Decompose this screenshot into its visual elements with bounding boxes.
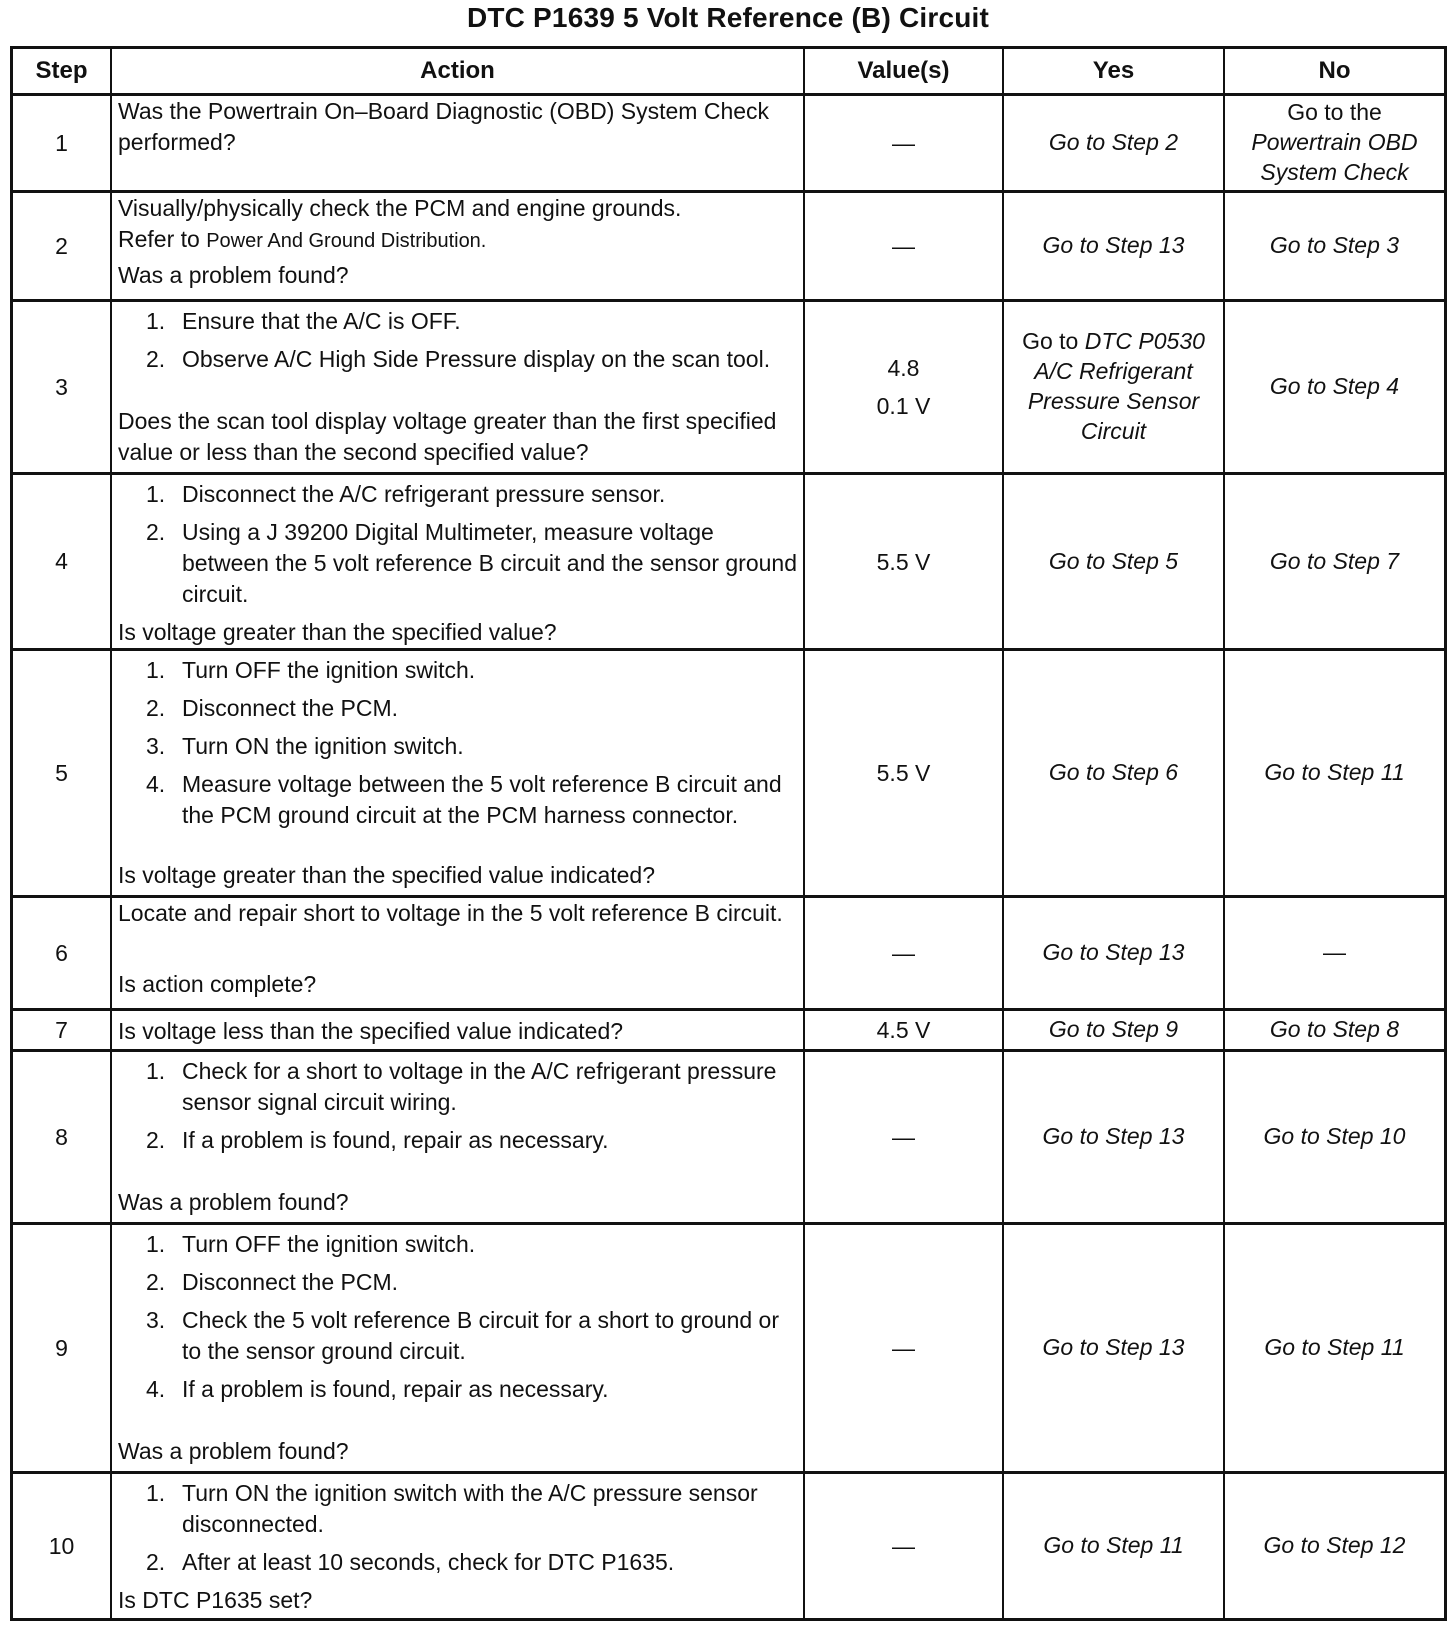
step-number: 10 <box>12 1473 112 1620</box>
header-action: Action <box>111 48 804 95</box>
substep-number: 2. <box>146 346 166 372</box>
substep-text: Observe A/C High Side Pressure display on the scan tool. <box>182 346 771 372</box>
table-body <box>12 95 1446 1620</box>
action-text: Was the Powertrain On–Board Diagnostic (OBD) System Check performed? <box>118 98 770 155</box>
goto-target: Step 2 <box>1111 129 1179 155</box>
value-cell <box>804 897 1003 1010</box>
goto-target: Step 6 <box>1111 759 1179 785</box>
substep-item <box>118 1478 797 1540</box>
goto-target: Step 9 <box>1111 1016 1179 1042</box>
goto-line: Go to Step 13 <box>1042 232 1185 258</box>
substep-number: 2. <box>146 695 166 721</box>
header-row <box>12 48 1446 95</box>
substep-text: Turn ON the ignition switch. <box>182 733 464 759</box>
substep-text: After at least 10 seconds, check for DTC P1635. <box>182 1549 675 1575</box>
substep-text: Using a J 39200 Digital Multimeter, measure voltage between the 5 volt reference B circuit and the sensor ground circuit. <box>182 519 797 607</box>
goto-line: — <box>1323 939 1346 965</box>
goto-target: Step 7 <box>1332 547 1400 574</box>
substep-list <box>118 479 797 610</box>
table-row <box>12 1010 1446 1051</box>
substep-item <box>118 1547 797 1578</box>
goto-line: A/C Refrigerant <box>1034 358 1193 384</box>
yes-cell <box>1003 301 1224 474</box>
table-row <box>12 95 1446 192</box>
reference-link: Power And Ground Distribution. <box>206 230 487 252</box>
action-question: Is voltage greater than the specified value? <box>118 619 557 645</box>
table-row <box>12 1224 1446 1473</box>
goto-line: Powertrain OBD <box>1251 129 1418 155</box>
substep-number: 1. <box>146 308 166 334</box>
page-title: DTC P1639 5 Volt Reference (B) Circuit <box>466 2 990 33</box>
action-cell <box>111 474 804 650</box>
substep-number: 2. <box>146 519 166 545</box>
action-question: Is DTC P1635 set? <box>118 1587 313 1613</box>
action-cell <box>111 95 804 192</box>
substep-item <box>118 1056 797 1118</box>
action-question: Is voltage less than the specified value indicated? <box>118 1017 624 1044</box>
no-cell <box>1224 897 1446 1010</box>
goto-line: Go to Step 8 <box>1269 1016 1400 1042</box>
substep-number: 1. <box>146 481 166 507</box>
step-number: 4 <box>12 474 112 650</box>
substep-item <box>118 344 797 375</box>
substep-number: 3. <box>146 1307 166 1333</box>
substep-text: Check for a short to voltage in the A/C refrigerant pressure sensor signal circuit wiring. <box>182 1058 777 1115</box>
goto-target: Step 13 <box>1105 1334 1185 1360</box>
step-number: 9 <box>12 1224 112 1473</box>
goto-target: Step 12 <box>1326 1532 1406 1558</box>
step-number: 1 <box>12 95 112 192</box>
action-question: Was a problem found? <box>118 262 349 288</box>
goto-target: Step 8 <box>1332 1016 1400 1042</box>
substep-number: 2. <box>146 1127 166 1153</box>
no-cell <box>1224 301 1446 474</box>
goto-line: Go to Step 13 <box>1042 1334 1185 1360</box>
goto-target: Step 5 <box>1111 547 1179 574</box>
value-line: — <box>892 1335 915 1361</box>
substep-item <box>118 1229 797 1260</box>
goto-target: Step 13 <box>1105 1123 1185 1149</box>
header-step: Step <box>12 48 112 95</box>
goto-line: Go to Step 9 <box>1048 1016 1179 1042</box>
value-line: 5.5 V <box>876 760 931 786</box>
substep-item <box>118 1125 797 1156</box>
substep-number: 2. <box>146 1269 166 1295</box>
substep-number: 1. <box>146 1058 166 1084</box>
goto-target: Step 11 <box>1106 1532 1184 1558</box>
value-line: 5.5 V <box>876 548 931 575</box>
action-cell <box>111 1473 804 1620</box>
substep-number: 1. <box>146 1231 166 1257</box>
substep-text: Measure voltage between the 5 volt reference B circuit and the PCM ground circuit at the PCM harness connector. <box>182 771 782 828</box>
action-question: Is voltage greater than the specified value indicated? <box>118 862 656 888</box>
goto-line: System Check <box>1260 159 1409 185</box>
action-text: Locate and repair short to voltage in the 5 volt reference B circuit. <box>118 900 783 926</box>
yes-cell <box>1003 1224 1224 1473</box>
table-row <box>12 1473 1446 1620</box>
goto-target: Step 11 <box>1327 759 1405 785</box>
goto-target: Step 4 <box>1332 373 1400 399</box>
header-no: No <box>1224 48 1446 95</box>
substep-list <box>118 1056 797 1156</box>
value-cell <box>804 650 1003 897</box>
goto-target: Step 10 <box>1326 1123 1406 1149</box>
action-cell <box>111 650 804 897</box>
value-cell <box>804 1051 1003 1224</box>
goto-line: Go to Step 7 <box>1269 547 1400 574</box>
step-number: 2 <box>12 192 112 301</box>
value-line: — <box>892 233 915 259</box>
goto-line: Go to Step 11 <box>1264 759 1405 785</box>
goto-target: Step 11 <box>1327 1334 1405 1360</box>
goto-line: Go to the <box>1287 99 1382 125</box>
substep-number: 4. <box>146 1376 166 1402</box>
goto-line: Go to Step 4 <box>1269 373 1400 399</box>
substep-list <box>118 306 797 375</box>
action-cell <box>111 1010 804 1051</box>
table-row <box>12 897 1446 1010</box>
action-cell <box>111 1051 804 1224</box>
substep-item <box>118 655 797 686</box>
substep-list <box>118 1478 797 1578</box>
yes-cell <box>1003 474 1224 650</box>
value-cell <box>804 1473 1003 1620</box>
substep-list <box>118 1229 797 1405</box>
value-line: — <box>892 130 915 156</box>
substep-text: Disconnect the A/C refrigerant pressure sensor. <box>182 481 666 507</box>
substep-text: Disconnect the PCM. <box>182 1269 399 1295</box>
substep-item <box>118 769 797 831</box>
substep-item <box>118 693 797 724</box>
substep-text: Disconnect the PCM. <box>182 695 399 721</box>
action-question: Was a problem found? <box>118 1438 349 1464</box>
goto-target: Step 13 <box>1105 232 1185 258</box>
no-cell <box>1224 1473 1446 1620</box>
substep-number: 3. <box>146 733 166 759</box>
action-question: Is action complete? <box>118 971 317 997</box>
goto-line: Circuit <box>1080 418 1147 444</box>
action-question: Was a problem found? <box>118 1189 349 1215</box>
no-cell <box>1224 1051 1446 1224</box>
step-number: 8 <box>12 1051 112 1224</box>
yes-cell <box>1003 650 1224 897</box>
substep-number: 4. <box>146 771 166 797</box>
value-line: — <box>892 940 915 966</box>
goto-line: Go to Step 2 <box>1048 129 1179 155</box>
substep-text: Turn ON the ignition switch with the A/C pressure sensor disconnected. <box>182 1480 758 1537</box>
step-number: 7 <box>12 1010 112 1051</box>
goto-target: Step 13 <box>1105 939 1185 965</box>
action-cell <box>111 1224 804 1473</box>
substep-number: 1. <box>146 657 166 683</box>
substep-number: 1. <box>146 1480 166 1506</box>
goto-target: DTC P0530 <box>1084 328 1205 354</box>
substep-text: Turn OFF the ignition switch. <box>182 1231 476 1257</box>
goto-line: Go to Step 10 <box>1263 1123 1406 1149</box>
goto-line: Go to Step 11 <box>1043 1532 1184 1558</box>
goto-line: Go to Step 6 <box>1048 759 1179 785</box>
action-cell <box>111 897 804 1010</box>
yes-cell <box>1003 1051 1224 1224</box>
substep-number: 2. <box>146 1549 166 1575</box>
substep-item <box>118 1267 797 1298</box>
substep-item <box>118 479 797 510</box>
substep-item <box>118 1305 797 1367</box>
table-row <box>12 1051 1446 1224</box>
value-cell <box>804 1010 1003 1051</box>
diagnostic-table <box>10 46 1447 1621</box>
value-line: 4.5 V <box>876 1017 931 1043</box>
value-cell <box>804 192 1003 301</box>
goto-line: Go to Step 11 <box>1264 1334 1405 1360</box>
yes-cell <box>1003 1010 1224 1051</box>
value-cell <box>804 474 1003 650</box>
goto-target: Step 3 <box>1332 232 1400 258</box>
no-cell <box>1224 1010 1446 1051</box>
goto-line: Go to Step 13 <box>1042 1123 1185 1149</box>
reference-line <box>118 224 797 257</box>
no-cell <box>1224 474 1446 650</box>
substep-item <box>118 517 797 610</box>
yes-cell <box>1003 192 1224 301</box>
value-line: 0.1 V <box>876 393 931 419</box>
value-cell <box>804 95 1003 192</box>
goto-line: Go to DTC P0530 <box>1022 328 1205 354</box>
yes-cell <box>1003 95 1224 192</box>
substep-text: If a problem is found, repair as necessary. <box>182 1127 609 1153</box>
no-cell <box>1224 95 1446 192</box>
table-row <box>12 192 1446 301</box>
no-cell <box>1224 650 1446 897</box>
value-line: — <box>892 1533 915 1559</box>
substep-text: Ensure that the A/C is OFF. <box>182 308 461 334</box>
goto-line: Go to Step 12 <box>1263 1532 1406 1558</box>
yes-cell <box>1003 897 1224 1010</box>
action-cell <box>111 301 804 474</box>
value-cell <box>804 301 1003 474</box>
value-line: 4.8 <box>887 355 920 381</box>
header-values: Value(s) <box>804 48 1003 95</box>
goto-line: Go to Step 5 <box>1048 547 1179 574</box>
value-cell <box>804 1224 1003 1473</box>
value-line: — <box>892 1124 915 1150</box>
goto-line: Pressure Sensor <box>1027 388 1200 414</box>
table-row <box>12 301 1446 474</box>
reference-prefix: Refer to <box>118 226 207 252</box>
action-text: Visually/physically check the PCM and engine grounds. <box>118 195 682 221</box>
action-question: Does the scan tool display voltage greater than the first specified value or less than the second specified value? <box>118 408 777 465</box>
yes-cell <box>1003 1473 1224 1620</box>
substep-item <box>118 731 797 762</box>
goto-line: Go to Step 13 <box>1042 939 1185 965</box>
substep-text: Turn OFF the ignition switch. <box>182 657 476 683</box>
header-yes: Yes <box>1003 48 1224 95</box>
step-number: 6 <box>12 897 112 1010</box>
substep-item <box>118 1374 797 1405</box>
step-number: 5 <box>12 650 112 897</box>
substep-text: Check the 5 volt reference B circuit for a short to ground or to the sensor ground circuit. <box>182 1307 780 1364</box>
substep-item <box>118 306 797 337</box>
table-row <box>12 650 1446 897</box>
substep-list <box>118 655 797 831</box>
table-row <box>12 474 1446 650</box>
no-cell <box>1224 1224 1446 1473</box>
goto-line: Go to Step 3 <box>1269 232 1400 258</box>
substep-text: If a problem is found, repair as necessary. <box>182 1376 609 1402</box>
step-number: 3 <box>12 301 112 474</box>
action-cell <box>111 192 804 301</box>
no-cell <box>1224 192 1446 301</box>
